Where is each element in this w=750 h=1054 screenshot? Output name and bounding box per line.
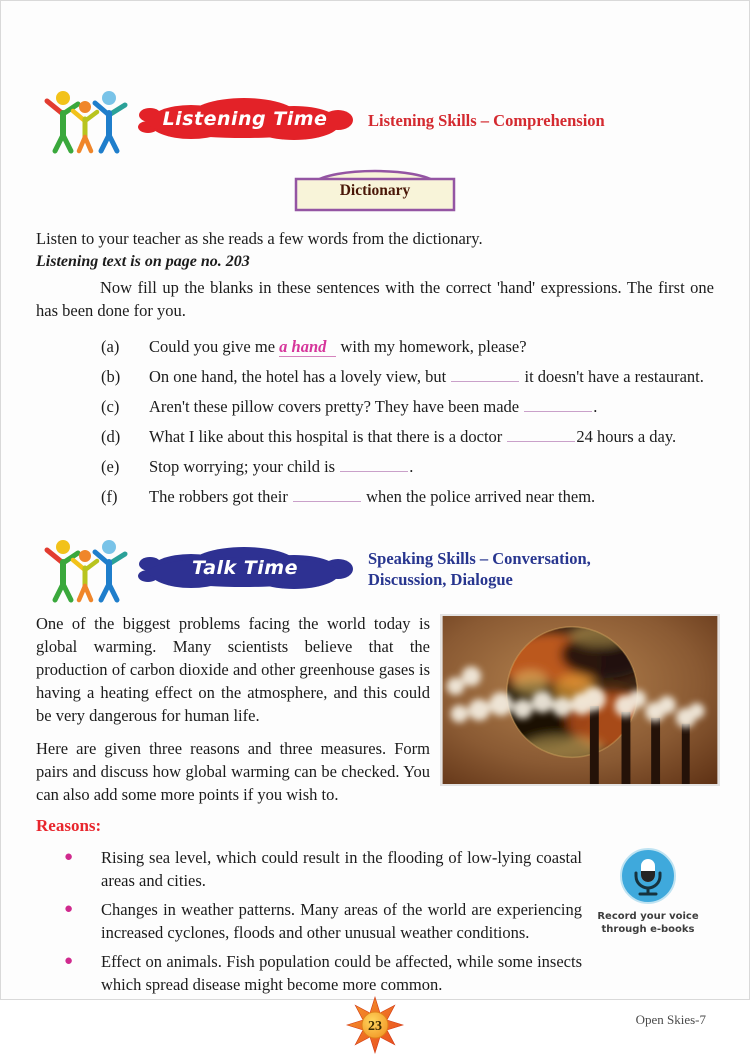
- item-text: Could you give me a hand with my homework, please?: [149, 337, 527, 356]
- reason-text: Changes in weather patterns. Many areas of the world are experiencing increased cyclones, floods and other unusual weather conditions.: [101, 900, 582, 942]
- reason-item: [36, 950, 582, 996]
- reason-item: [36, 846, 582, 892]
- paragraph: One of the biggest problems facing the world today is global warming. Many scientists believe that the production of carbon dioxide and other greenhouse gases is having a heating effect on the atmosphere, and this could be very dangerous for human life.: [36, 614, 430, 725]
- listening-skills-heading: Listening Skills – Comprehension: [368, 110, 605, 130]
- children-figures-icon: [36, 85, 130, 155]
- blank-line[interactable]: [507, 428, 575, 442]
- talk-banner-label: Talk Time: [192, 557, 298, 579]
- bullet-icon: ●: [64, 849, 74, 865]
- item-label: (d): [101, 427, 121, 446]
- talk-section-header: [36, 534, 714, 604]
- reason-item: [36, 898, 582, 944]
- dictionary-box-wrap: [36, 165, 714, 213]
- exercise-item: [36, 425, 714, 448]
- item-text: What I like about this hospital is that there is a doctor 24 hours a day.: [149, 427, 677, 446]
- page-number: 23: [368, 1019, 382, 1034]
- reasons-heading: Reasons:: [36, 816, 102, 835]
- item-text: Aren't these pillow covers pretty? They have been made .: [149, 397, 598, 416]
- exercise-item: [36, 485, 714, 508]
- blank-line[interactable]: [451, 368, 519, 382]
- filled-answer: a hand: [279, 337, 336, 357]
- exercise-item: [36, 455, 714, 478]
- exercise-item: [36, 365, 714, 388]
- reason-text: Effect on animals. Fish population could be affected, while some insects which spread disease might become more common.: [101, 952, 582, 994]
- paragraph: Here are given three reasons and three measures. Form pairs and discuss how global warming can be checked. You can also add some more points if you wish to.: [36, 739, 430, 804]
- blank-line[interactable]: [293, 488, 361, 502]
- book-title-label: Open Skies-7: [635, 1012, 706, 1027]
- burning-earth-image: [440, 614, 720, 786]
- talk-columns: [36, 612, 714, 816]
- reasons-list: [36, 840, 582, 996]
- talk-time-banner: [136, 542, 354, 596]
- blank-line[interactable]: [340, 458, 408, 472]
- item-label: (e): [101, 457, 120, 476]
- item-label: (b): [101, 367, 121, 386]
- listening-intro: Listen to your teacher as she reads a few words from the dictionary.: [36, 229, 483, 248]
- exercise-item: [36, 395, 714, 418]
- listening-time-banner: [136, 93, 354, 147]
- item-label: (c): [101, 397, 120, 416]
- bullet-icon: ●: [64, 953, 74, 969]
- item-label: (a): [101, 337, 120, 356]
- record-voice-block: [582, 840, 714, 996]
- reason-text: Rising sea level, which could result in the flooding of low-lying coastal areas and cities.: [101, 848, 582, 890]
- listening-instruction: Now fill up the blanks in these sentences with the correct 'hand' expressions. The first one has been done for you.: [36, 278, 714, 320]
- dictionary-box: [285, 165, 465, 213]
- item-text: Stop worrying; your child is .: [149, 457, 414, 476]
- item-text: On one hand, the hotel has a lovely view, but it doesn't have a restaurant.: [149, 367, 704, 386]
- page-number-star: [346, 996, 404, 1054]
- children-figures-icon: [36, 534, 130, 604]
- listening-section-header: [36, 85, 714, 155]
- item-text: The robbers got their when the police arrived near them.: [149, 487, 596, 506]
- item-label: (f): [101, 487, 118, 506]
- record-voice-caption: Record your voice through e-books: [597, 911, 699, 935]
- fill-in-blanks-list: [36, 328, 714, 508]
- microphone-record-icon[interactable]: [618, 846, 678, 906]
- talk-skills-heading: Speaking Skills – Conversation, Discussion, Dialogue: [368, 549, 591, 589]
- exercise-item: [36, 335, 714, 358]
- dictionary-label: Dictionary: [339, 182, 411, 199]
- bullet-icon: ●: [64, 901, 74, 917]
- listening-banner-label: Listening Time: [162, 108, 328, 130]
- blank-line[interactable]: [524, 398, 592, 412]
- talk-paragraphs: [36, 612, 430, 816]
- reasons-row: [36, 840, 714, 996]
- listening-source-note: Listening text is on page no. 203: [36, 253, 250, 270]
